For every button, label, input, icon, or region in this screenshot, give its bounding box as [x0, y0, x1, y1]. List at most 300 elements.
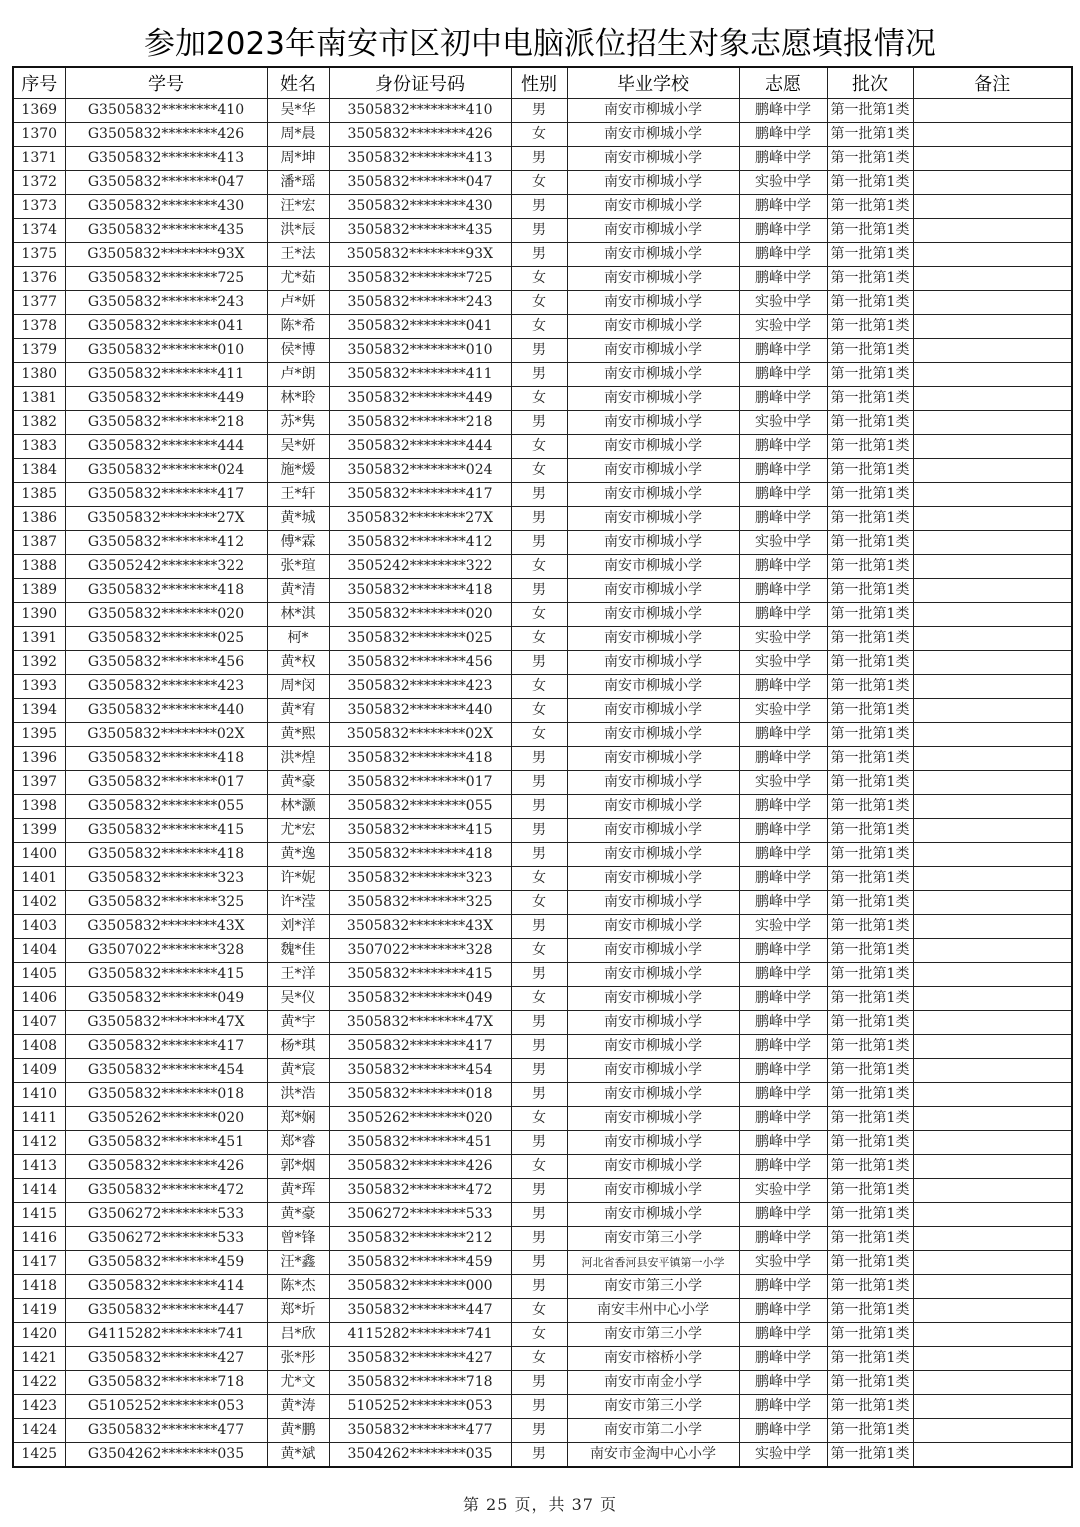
cell-student-id: G3505832********451	[65, 1131, 267, 1155]
cell-student-id: G3505832********417	[65, 483, 267, 507]
table-row	[13, 843, 1072, 867]
table-row	[13, 867, 1072, 891]
cell-gender: 男	[511, 1251, 567, 1275]
cell-choice: 鹏峰中学	[739, 843, 827, 867]
cell-id-number: 3505262********020	[329, 1107, 511, 1131]
cell-choice: 实验中学	[739, 1251, 827, 1275]
cell-seq: 1415	[13, 1203, 65, 1227]
cell-school: 南安市柳城小学	[567, 843, 739, 867]
cell-id-number: 3505832********477	[329, 1419, 511, 1443]
cell-gender: 男	[511, 795, 567, 819]
cell-batch: 第一批第1类	[827, 1107, 913, 1131]
cell-remarks	[913, 819, 1072, 843]
cell-seq: 1380	[13, 363, 65, 387]
cell-choice: 鹏峰中学	[739, 1155, 827, 1179]
cell-school: 河北省香河县安平镇第一小学	[567, 1251, 739, 1275]
cell-name: 黄*豪	[267, 771, 329, 795]
cell-batch: 第一批第1类	[827, 1275, 913, 1299]
cell-school: 南安市柳城小学	[567, 411, 739, 435]
table-row	[13, 1107, 1072, 1131]
cell-gender: 女	[511, 627, 567, 651]
table-row	[13, 339, 1072, 363]
cell-seq: 1425	[13, 1443, 65, 1468]
cell-id-number: 3505832********449	[329, 387, 511, 411]
cell-seq: 1391	[13, 627, 65, 651]
cell-student-id: G3505832********472	[65, 1179, 267, 1203]
cell-name: 郑*娴	[267, 1107, 329, 1131]
cell-choice: 鹏峰中学	[739, 459, 827, 483]
cell-id-number: 3505832********427	[329, 1347, 511, 1371]
table-body	[13, 99, 1072, 1468]
cell-student-id: G3504262********035	[65, 1443, 267, 1468]
cell-seq: 1384	[13, 459, 65, 483]
cell-id-number: 3504262********035	[329, 1443, 511, 1468]
cell-name: 尤*文	[267, 1371, 329, 1395]
cell-name: 施*煖	[267, 459, 329, 483]
cell-name: 黄*豪	[267, 1203, 329, 1227]
cell-batch: 第一批第1类	[827, 483, 913, 507]
cell-remarks	[913, 1131, 1072, 1155]
table-header-row	[13, 67, 1072, 99]
cell-student-id: G3505832********024	[65, 459, 267, 483]
cell-school: 南安市柳城小学	[567, 1059, 739, 1083]
cell-remarks	[913, 843, 1072, 867]
cell-name: 周*闵	[267, 675, 329, 699]
cell-gender: 男	[511, 843, 567, 867]
cell-gender: 男	[511, 747, 567, 771]
cell-choice: 鹏峰中学	[739, 1395, 827, 1419]
cell-school: 南安市柳城小学	[567, 627, 739, 651]
table-row	[13, 459, 1072, 483]
cell-gender: 男	[511, 1443, 567, 1468]
cell-id-number: 3505832********010	[329, 339, 511, 363]
cell-name: 张*彤	[267, 1347, 329, 1371]
cell-batch: 第一批第1类	[827, 843, 913, 867]
cell-choice: 鹏峰中学	[739, 675, 827, 699]
cell-school: 南安市南金小学	[567, 1371, 739, 1395]
cell-batch: 第一批第1类	[827, 747, 913, 771]
cell-gender: 男	[511, 243, 567, 267]
cell-seq: 1403	[13, 915, 65, 939]
document-title: 参加2023年南安市区初中电脑派位招生对象志愿填报情况	[144, 26, 936, 62]
cell-remarks	[913, 1395, 1072, 1419]
cell-batch: 第一批第1类	[827, 675, 913, 699]
cell-name: 黄*权	[267, 651, 329, 675]
table-row	[13, 171, 1072, 195]
cell-id-number: 3505242********322	[329, 555, 511, 579]
table-row	[13, 1347, 1072, 1371]
cell-choice: 鹏峰中学	[739, 1227, 827, 1251]
cell-remarks	[913, 1347, 1072, 1371]
cell-name: 尤*茹	[267, 267, 329, 291]
cell-school: 南安市第三小学	[567, 1227, 739, 1251]
cell-seq: 1382	[13, 411, 65, 435]
cell-school: 南安市柳城小学	[567, 123, 739, 147]
table-row	[13, 483, 1072, 507]
cell-school: 南安市柳城小学	[567, 1179, 739, 1203]
cell-gender: 女	[511, 723, 567, 747]
cell-id-number: 3505832********459	[329, 1251, 511, 1275]
cell-remarks	[913, 1107, 1072, 1131]
cell-school: 南安丰州中心小学	[567, 1299, 739, 1323]
cell-id-number: 3505832********025	[329, 627, 511, 651]
cell-id-number: 3505832********055	[329, 795, 511, 819]
cell-choice: 实验中学	[739, 291, 827, 315]
table-row	[13, 1011, 1072, 1035]
cell-seq: 1421	[13, 1347, 65, 1371]
col-header-student-id: 学号	[65, 67, 267, 99]
cell-name: 郑*圻	[267, 1299, 329, 1323]
cell-gender: 男	[511, 1371, 567, 1395]
cell-seq: 1395	[13, 723, 65, 747]
cell-choice: 实验中学	[739, 915, 827, 939]
cell-remarks	[913, 363, 1072, 387]
cell-school: 南安市柳城小学	[567, 243, 739, 267]
cell-remarks	[913, 459, 1072, 483]
cell-id-number: 3505832********243	[329, 291, 511, 315]
cell-remarks	[913, 387, 1072, 411]
cell-school: 南安市柳城小学	[567, 723, 739, 747]
cell-gender: 男	[511, 1275, 567, 1299]
cell-remarks	[913, 291, 1072, 315]
cell-school: 南安市柳城小学	[567, 1107, 739, 1131]
cell-remarks	[913, 339, 1072, 363]
cell-choice: 鹏峰中学	[739, 747, 827, 771]
cell-choice: 实验中学	[739, 411, 827, 435]
cell-gender: 男	[511, 1035, 567, 1059]
cell-remarks	[913, 795, 1072, 819]
cell-seq: 1386	[13, 507, 65, 531]
cell-remarks	[913, 1299, 1072, 1323]
cell-school: 南安市柳城小学	[567, 699, 739, 723]
cell-school: 南安市柳城小学	[567, 459, 739, 483]
cell-student-id: G3505832********410	[65, 99, 267, 123]
cell-remarks	[913, 1251, 1072, 1275]
cell-id-number: 3505832********413	[329, 147, 511, 171]
cell-choice: 实验中学	[739, 1179, 827, 1203]
cell-choice: 鹏峰中学	[739, 1323, 827, 1347]
table-row	[13, 699, 1072, 723]
cell-remarks	[913, 267, 1072, 291]
cell-student-id: G3505832********459	[65, 1251, 267, 1275]
cell-student-id: G3505832********477	[65, 1419, 267, 1443]
cell-seq: 1402	[13, 891, 65, 915]
cell-batch: 第一批第1类	[827, 603, 913, 627]
table-row	[13, 99, 1072, 123]
cell-student-id: G3507022********328	[65, 939, 267, 963]
cell-seq: 1394	[13, 699, 65, 723]
cell-remarks	[913, 531, 1072, 555]
cell-name: 陈*希	[267, 315, 329, 339]
cell-school: 南安市柳城小学	[567, 339, 739, 363]
cell-gender: 女	[511, 1347, 567, 1371]
cell-batch: 第一批第1类	[827, 891, 913, 915]
table-row	[13, 651, 1072, 675]
cell-choice: 鹏峰中学	[739, 1011, 827, 1035]
cell-student-id: G3505832********218	[65, 411, 267, 435]
cell-id-number: 3505832********047	[329, 171, 511, 195]
cell-remarks	[913, 315, 1072, 339]
cell-batch: 第一批第1类	[827, 459, 913, 483]
cell-school: 南安市柳城小学	[567, 963, 739, 987]
cell-seq: 1379	[13, 339, 65, 363]
table-row	[13, 795, 1072, 819]
cell-choice: 鹏峰中学	[739, 1059, 827, 1083]
cell-gender: 男	[511, 771, 567, 795]
cell-name: 许*妮	[267, 867, 329, 891]
cell-name: 潘*瑶	[267, 171, 329, 195]
cell-remarks	[913, 147, 1072, 171]
cell-remarks	[913, 867, 1072, 891]
cell-school: 南安市柳城小学	[567, 1155, 739, 1179]
col-header-batch: 批次	[827, 67, 913, 99]
cell-gender: 女	[511, 987, 567, 1011]
cell-remarks	[913, 627, 1072, 651]
cell-gender: 男	[511, 1059, 567, 1083]
cell-name: 尤*宏	[267, 819, 329, 843]
cell-choice: 鹏峰中学	[739, 243, 827, 267]
cell-batch: 第一批第1类	[827, 795, 913, 819]
cell-name: 黄*宥	[267, 699, 329, 723]
cell-gender: 男	[511, 915, 567, 939]
cell-school: 南安市柳城小学	[567, 99, 739, 123]
cell-name: 吴*华	[267, 99, 329, 123]
cell-batch: 第一批第1类	[827, 1347, 913, 1371]
cell-gender: 男	[511, 1395, 567, 1419]
cell-student-id: G3505832********323	[65, 867, 267, 891]
cell-id-number: 3505832********018	[329, 1083, 511, 1107]
cell-school: 南安市柳城小学	[567, 555, 739, 579]
cell-school: 南安市第三小学	[567, 1323, 739, 1347]
cell-gender: 女	[511, 939, 567, 963]
cell-seq: 1398	[13, 795, 65, 819]
cell-seq: 1383	[13, 435, 65, 459]
cell-gender: 男	[511, 1179, 567, 1203]
cell-gender: 男	[511, 195, 567, 219]
col-header-remarks: 备注	[913, 67, 1072, 99]
cell-student-id: G3505832********020	[65, 603, 267, 627]
cell-id-number: 3505832********43X	[329, 915, 511, 939]
cell-remarks	[913, 747, 1072, 771]
cell-student-id: G3506272********533	[65, 1203, 267, 1227]
cell-seq: 1405	[13, 963, 65, 987]
cell-remarks	[913, 1371, 1072, 1395]
cell-batch: 第一批第1类	[827, 387, 913, 411]
cell-id-number: 3505832********423	[329, 675, 511, 699]
cell-school: 南安市柳城小学	[567, 771, 739, 795]
cell-student-id: G3505832********449	[65, 387, 267, 411]
cell-student-id: G3505832********725	[65, 267, 267, 291]
cell-student-id: G3505832********454	[65, 1059, 267, 1083]
table-row	[13, 315, 1072, 339]
cell-id-number: 3505832********000	[329, 1275, 511, 1299]
cell-batch: 第一批第1类	[827, 1203, 913, 1227]
cell-batch: 第一批第1类	[827, 1323, 913, 1347]
table-row	[13, 123, 1072, 147]
cell-gender: 女	[511, 435, 567, 459]
cell-gender: 男	[511, 1083, 567, 1107]
cell-name: 黄*宇	[267, 1011, 329, 1035]
cell-school: 南安市柳城小学	[567, 1203, 739, 1227]
table-row	[13, 1083, 1072, 1107]
cell-name: 刘*洋	[267, 915, 329, 939]
cell-name: 曾*锋	[267, 1227, 329, 1251]
cell-gender: 男	[511, 411, 567, 435]
table-row	[13, 723, 1072, 747]
cell-student-id: G5105252********053	[65, 1395, 267, 1419]
cell-batch: 第一批第1类	[827, 579, 913, 603]
cell-school: 南安市柳城小学	[567, 219, 739, 243]
cell-batch: 第一批第1类	[827, 147, 913, 171]
cell-remarks	[913, 723, 1072, 747]
table-row	[13, 1059, 1072, 1083]
cell-batch: 第一批第1类	[827, 267, 913, 291]
cell-name: 郭*烟	[267, 1155, 329, 1179]
cell-batch: 第一批第1类	[827, 531, 913, 555]
cell-seq: 1412	[13, 1131, 65, 1155]
cell-name: 林*灏	[267, 795, 329, 819]
cell-batch: 第一批第1类	[827, 1131, 913, 1155]
table-row	[13, 819, 1072, 843]
cell-name: 王*法	[267, 243, 329, 267]
cell-gender: 男	[511, 363, 567, 387]
cell-name: 傅*霖	[267, 531, 329, 555]
cell-batch: 第一批第1类	[827, 363, 913, 387]
cell-name: 王*轩	[267, 483, 329, 507]
cell-choice: 鹏峰中学	[739, 555, 827, 579]
cell-batch: 第一批第1类	[827, 1059, 913, 1083]
cell-choice: 鹏峰中学	[739, 1035, 827, 1059]
cell-choice: 实验中学	[739, 627, 827, 651]
cell-seq: 1387	[13, 531, 65, 555]
cell-batch: 第一批第1类	[827, 939, 913, 963]
cell-name: 黄*逸	[267, 843, 329, 867]
cell-remarks	[913, 891, 1072, 915]
cell-name: 杨*琪	[267, 1035, 329, 1059]
table-row	[13, 267, 1072, 291]
cell-batch: 第一批第1类	[827, 627, 913, 651]
cell-school: 南安市柳城小学	[567, 819, 739, 843]
cell-remarks	[913, 915, 1072, 939]
cell-school: 南安市柳城小学	[567, 171, 739, 195]
cell-batch: 第一批第1类	[827, 219, 913, 243]
cell-seq: 1375	[13, 243, 65, 267]
cell-name: 吴*仪	[267, 987, 329, 1011]
cell-remarks	[913, 123, 1072, 147]
table-row	[13, 291, 1072, 315]
cell-batch: 第一批第1类	[827, 1419, 913, 1443]
cell-student-id: G3505832********049	[65, 987, 267, 1011]
cell-seq: 1406	[13, 987, 65, 1011]
cell-student-id: G3505832********423	[65, 675, 267, 699]
cell-student-id: G3505832********418	[65, 747, 267, 771]
cell-school: 南安市柳城小学	[567, 1083, 739, 1107]
table-row	[13, 1179, 1072, 1203]
cell-school: 南安市柳城小学	[567, 891, 739, 915]
col-header-gender: 性别	[511, 67, 567, 99]
cell-choice: 鹏峰中学	[739, 795, 827, 819]
roster-table	[12, 66, 1073, 1468]
cell-choice: 鹏峰中学	[739, 963, 827, 987]
cell-seq: 1424	[13, 1419, 65, 1443]
cell-gender: 男	[511, 819, 567, 843]
cell-seq: 1374	[13, 219, 65, 243]
cell-id-number: 3505832********435	[329, 219, 511, 243]
cell-school: 南安市柳城小学	[567, 1011, 739, 1035]
cell-id-number: 3505832********418	[329, 843, 511, 867]
table-row	[13, 411, 1072, 435]
table-row	[13, 939, 1072, 963]
cell-remarks	[913, 699, 1072, 723]
cell-remarks	[913, 99, 1072, 123]
cell-student-id: G3505832********010	[65, 339, 267, 363]
cell-gender: 女	[511, 675, 567, 699]
cell-seq: 1414	[13, 1179, 65, 1203]
cell-name: 吕*欣	[267, 1323, 329, 1347]
cell-gender: 女	[511, 603, 567, 627]
cell-school: 南安市柳城小学	[567, 1035, 739, 1059]
cell-choice: 鹏峰中学	[739, 483, 827, 507]
cell-name: 吴*妍	[267, 435, 329, 459]
table-row	[13, 1299, 1072, 1323]
cell-id-number: 3505832********725	[329, 267, 511, 291]
cell-student-id: G3505832********02X	[65, 723, 267, 747]
cell-gender: 女	[511, 267, 567, 291]
cell-id-number: 3505832********017	[329, 771, 511, 795]
cell-remarks	[913, 555, 1072, 579]
cell-batch: 第一批第1类	[827, 243, 913, 267]
cell-name: 黄*宸	[267, 1059, 329, 1083]
cell-batch: 第一批第1类	[827, 987, 913, 1011]
cell-seq: 1385	[13, 483, 65, 507]
cell-choice: 鹏峰中学	[739, 1275, 827, 1299]
cell-batch: 第一批第1类	[827, 1035, 913, 1059]
cell-seq: 1369	[13, 99, 65, 123]
cell-batch: 第一批第1类	[827, 699, 913, 723]
cell-name: 黄*珲	[267, 1179, 329, 1203]
cell-remarks	[913, 1083, 1072, 1107]
cell-choice: 鹏峰中学	[739, 363, 827, 387]
cell-name: 郑*睿	[267, 1131, 329, 1155]
col-header-school: 毕业学校	[567, 67, 739, 99]
cell-seq: 1390	[13, 603, 65, 627]
cell-student-id: G3505832********017	[65, 771, 267, 795]
cell-batch: 第一批第1类	[827, 1179, 913, 1203]
cell-school: 南安市柳城小学	[567, 867, 739, 891]
cell-choice: 实验中学	[739, 315, 827, 339]
cell-school: 南安市柳城小学	[567, 795, 739, 819]
cell-remarks	[913, 171, 1072, 195]
table-row	[13, 507, 1072, 531]
cell-seq: 1400	[13, 843, 65, 867]
cell-student-id: G4115282********741	[65, 1323, 267, 1347]
cell-name: 卢*妍	[267, 291, 329, 315]
cell-student-id: G3505832********426	[65, 123, 267, 147]
cell-gender: 男	[511, 507, 567, 531]
cell-seq: 1388	[13, 555, 65, 579]
cell-name: 洪*辰	[267, 219, 329, 243]
cell-seq: 1370	[13, 123, 65, 147]
cell-seq: 1423	[13, 1395, 65, 1419]
cell-seq: 1399	[13, 819, 65, 843]
cell-gender: 女	[511, 1299, 567, 1323]
cell-id-number: 5105252********053	[329, 1395, 511, 1419]
cell-id-number: 3505832********041	[329, 315, 511, 339]
cell-choice: 鹏峰中学	[739, 819, 827, 843]
cell-choice: 实验中学	[739, 699, 827, 723]
cell-seq: 1419	[13, 1299, 65, 1323]
cell-choice: 鹏峰中学	[739, 1131, 827, 1155]
